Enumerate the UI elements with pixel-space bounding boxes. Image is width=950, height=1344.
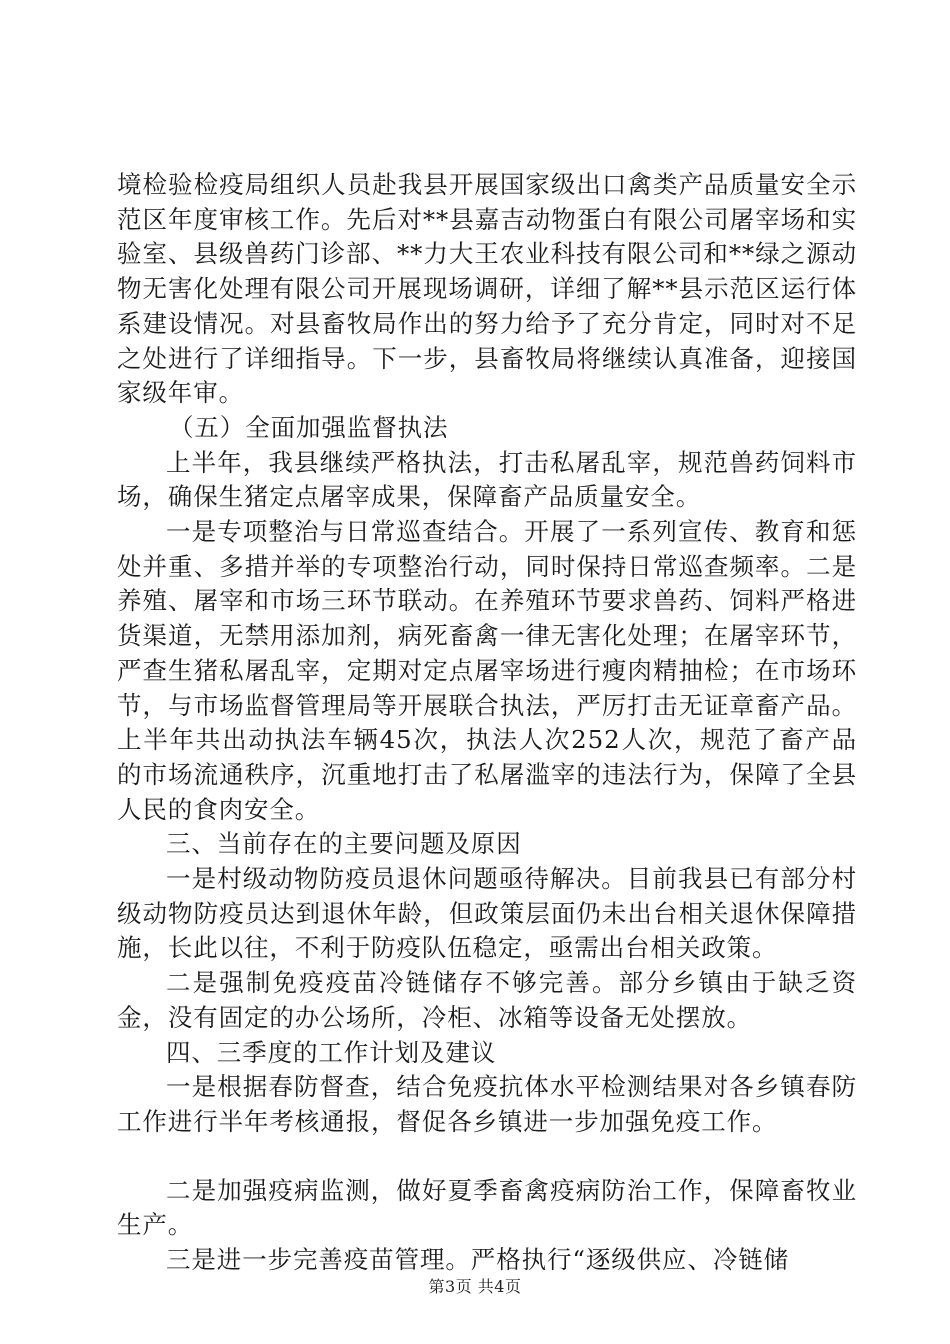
paragraph-problem-cold-chain: 二是强制免疫疫苗冷链储存不够完善。部分乡镇由于缺乏资金，没有固定的办公场所，冷柜、冰箱等设备无处摆放。 (117, 968, 857, 1032)
page-number-footer: 第3页 共4页 (428, 1277, 522, 1296)
paragraph-plan-disease-monitoring: 二是加强疫病监测，做好夏季畜禽疫病防治工作，保障畜牧业生产。 (117, 1175, 857, 1240)
paragraph-problem-retirement: 一是村级动物防疫员退休问题亟待解决。目前我县已有部分村级动物防疫员达到退休年龄，但政策层面仍未出台相关退休保障措施，长此以往，不利于防疫队伍稳定，亟需出台相关政策。 (117, 864, 857, 963)
section-heading-problems: 三、当前存在的主要问题及原因 (166, 829, 522, 859)
paragraph-law-enforcement-summary: 上半年，我县继续严格执法，打击私屠乱宰，规范兽药饲料市场，确保生猪定点屠宰成果，保障畜产品质量安全。 (117, 447, 857, 512)
section-heading-supervision: （五）全面加强监督执法 (169, 412, 449, 442)
paragraph-inspection-review: 境检验检疫局组织人员赴我县开展国家级出口禽类产品质量安全示范区年度审核工作。先后对**县嘉吉动物蛋白有限公司屠宰场和实验室、县级兽药门诊部、**力大王农业科技有限公司和**绿之源动物无害化处理有限公司开展现场调研，详细了解**县示范区运行体系建设情况。对县畜牧局作出的努力给予了充分肯定，同时对不足之处进行了详细指导。下一步，县畜牧局将继续认真准备，迎接国家级年审。 (117, 170, 857, 408)
paragraph-plan-vaccine-management: 三是进一步完善疫苗管理。严格执行“逐级供应、冷链储 (166, 1245, 790, 1275)
section-heading-plans: 四、三季度的工作计划及建议 (166, 1037, 497, 1067)
paragraph-special-rectification: 一是专项整治与日常巡查结合。开展了一系列宣传、教育和惩处并重、多措并举的专项整治行动，同时保持日常巡查频率。二是养殖、屠宰和市场三环节联动。在养殖环节要求兽药、饲料严格进货渠道，无禁用添加剂，病死畜禽一律无害化处理；在屠宰环节，严查生猪私屠乱宰，定期对定点屠宰场进行瘦肉精抽检；在市场环节，与市场监督管理局等开展联合执法，严厉打击无证章畜产品。上半年共出动执法车辆45次，执法人次252人次，规范了畜产品的市场流通秩序，沉重地打击了私屠滥宰的违法行为，保障了全县人民的食肉安全。 (117, 517, 857, 824)
paragraph-plan-spring-inspection: 一是根据春防督查，结合免疫抗体水平检测结果对各乡镇春防工作进行半年考核通报，督促各乡镇进一步加强免疫工作。 (117, 1072, 857, 1136)
document-body (117, 168, 857, 1278)
paragraph-gap (117, 1140, 857, 1174)
